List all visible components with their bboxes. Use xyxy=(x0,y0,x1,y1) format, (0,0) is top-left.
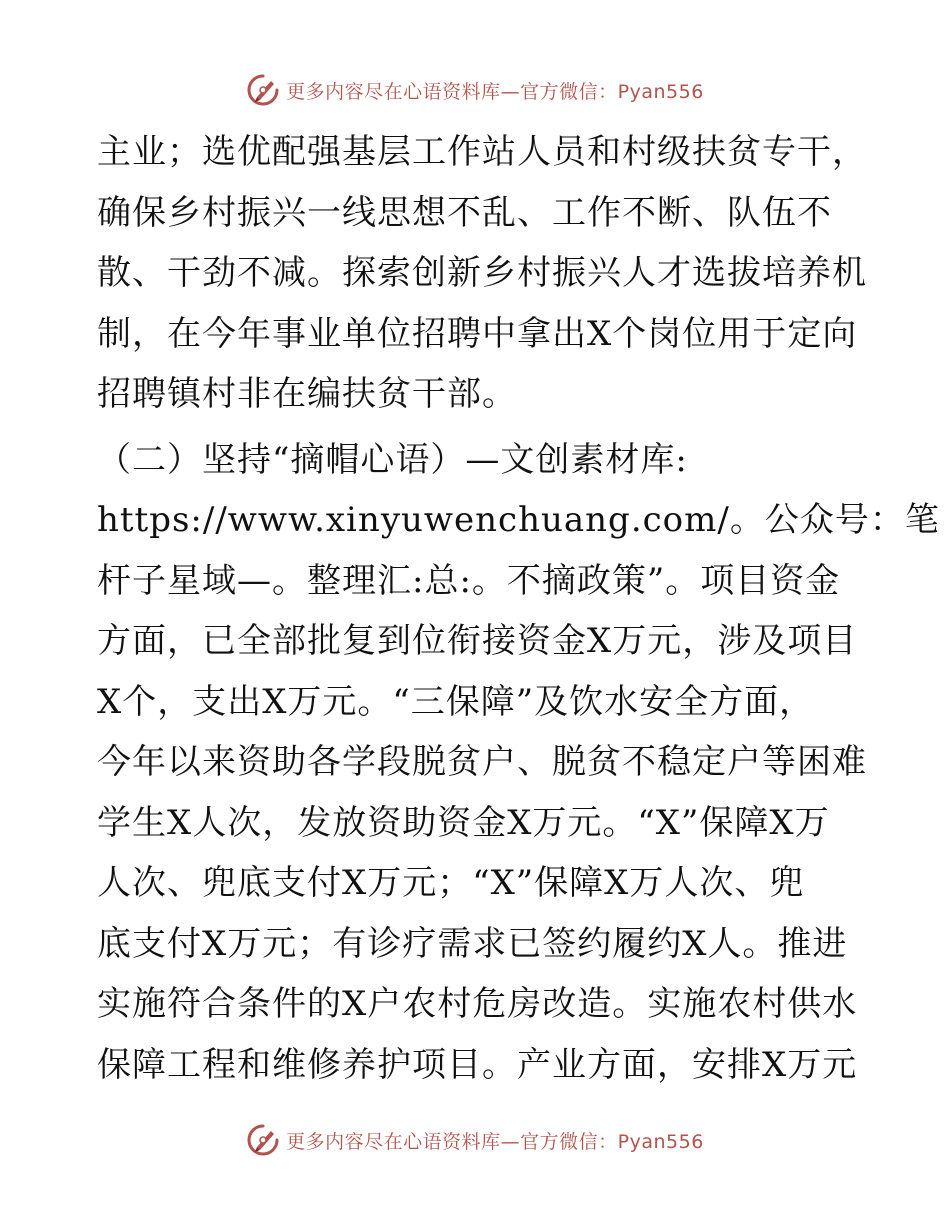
text-line: 杆子星域—。整理汇:总:。不摘政策”。项目资金 xyxy=(97,560,841,601)
text-line: 制，在今年事业单位招聘中拿出X个岗位用于定向 xyxy=(97,313,858,354)
text-line: 底支付X万元；有诊疗需求已签约履约X人。推进 xyxy=(97,923,848,964)
paragraph-2 xyxy=(97,430,940,1096)
footer-watermark-banner xyxy=(0,1120,950,1160)
pen-logo-icon xyxy=(246,1123,280,1157)
header-watermark-banner xyxy=(0,70,950,110)
text-line: 确保乡村振兴一线思想不乱、工作不断、队伍不 xyxy=(97,192,832,233)
text-line: 招聘镇村非在编扶贫干部。 xyxy=(97,374,517,414)
text-line: 人次、兜底支付X万元；“X”保障X万人次、兜 xyxy=(97,863,805,903)
section-heading-line: （二）坚持“摘帽心语）—文创素材库: xyxy=(97,439,688,480)
text-line: https://www.xinyuwenchuang.com/。公众号：笔 xyxy=(97,500,940,540)
text-line: 实施符合条件的X户农村危房改造。实施农村供水 xyxy=(97,984,858,1024)
text-line: X个，支出X万元。“三保障”及饮水安全方面， xyxy=(97,681,815,722)
text-line: 散、干劲不减。探索创新乡村振兴人才选拔培养机 xyxy=(97,253,867,293)
text-line: 方面，已全部批复到位衔接资金X万元，涉及项目 xyxy=(97,621,858,661)
paragraph-1 xyxy=(97,122,867,425)
text-line: 保障工程和维修养护项目。产业方面，安排X万元 xyxy=(97,1044,858,1085)
footer-watermark-text: 更多内容尽在心语资料库—官方微信：Pyan556 xyxy=(286,1130,704,1153)
document-body xyxy=(97,122,940,1095)
header-watermark-text: 更多内容尽在心语资料库—官方微信：Pyan556 xyxy=(286,80,704,103)
pen-logo-icon xyxy=(246,73,280,107)
text-line: 学生X人次，发放资助资金X万元。“X”保障X万 xyxy=(97,802,830,843)
text-line: 今年以来资助各学段脱贫户、脱贫不稳定户等困难 xyxy=(97,742,867,782)
text-line: 主业；选优配强基层工作站人员和村级扶贫专干， xyxy=(97,132,867,172)
